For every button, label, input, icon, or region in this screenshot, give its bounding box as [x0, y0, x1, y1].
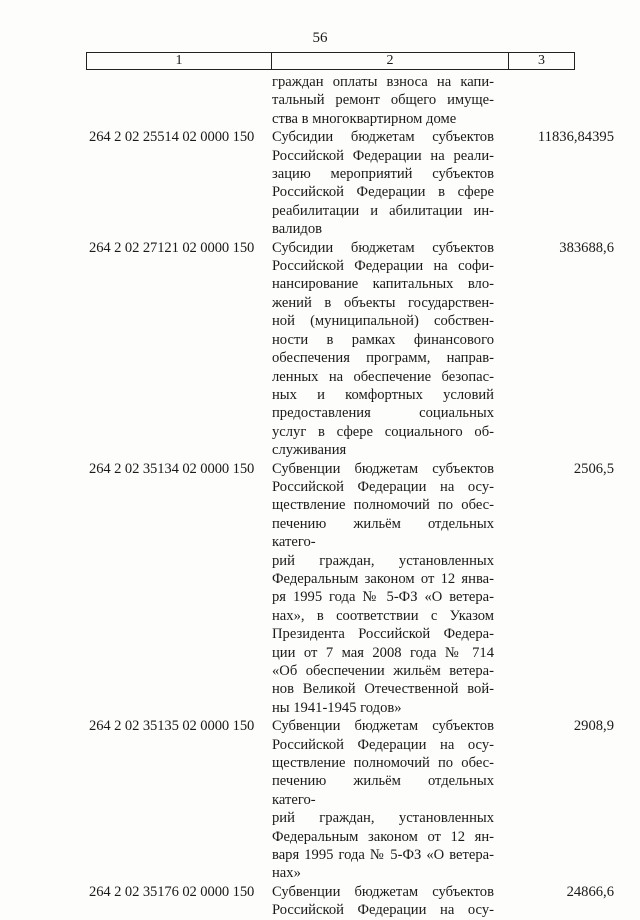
description-line: ции от 7 мая 2008 года № 714 [272, 644, 494, 661]
description-line: печению жильём отдельных катего- [272, 773, 494, 808]
description-line: граждан оплаты взноса на капи- [272, 74, 494, 90]
page-number: 56 [312, 30, 328, 46]
description-line: тальный ремонт общего имуще- [272, 92, 494, 109]
row-amount [494, 73, 614, 128]
table-row [0, 239, 640, 460]
description-line: служивания [272, 442, 347, 459]
row-amount: 24866,6 [566, 883, 614, 900]
description-line: ленных на обеспечение безопас- [272, 368, 494, 385]
description-line: Федеральным законом от 12 янва- [272, 570, 494, 587]
description-line: ря 1995 года № 5-ФЗ «О ветера- [272, 589, 494, 606]
description-line: ства в многоквартирном доме [272, 110, 457, 127]
description-line: Российской Федерации на осу- [272, 478, 494, 495]
description-line: ществление полномочий по обес- [272, 755, 494, 772]
header-col-3: 3 [538, 53, 545, 68]
description-line: рий граждан, установленных [272, 810, 494, 827]
row-amount: 383688,6 [559, 239, 614, 256]
row-description [272, 128, 494, 238]
description-line: Российской Федерации на осу- [272, 736, 494, 753]
row-amount: 11836,84395 [537, 129, 614, 146]
description-line: ществление полномочий по обес- [272, 497, 494, 514]
description-line: «Об обеспечении жильём ветера- [272, 663, 494, 679]
description-line: рий граждан, установленных [272, 552, 494, 569]
description-line: Субсидии бюджетам субъектов [272, 129, 494, 146]
description-line: Субвенции бюджетам субъектов [272, 718, 494, 735]
header-col-2: 2 [272, 53, 509, 69]
description-line: ны 1941-1945 годов» [272, 699, 402, 716]
description-line: жений в объекты государствен- [272, 294, 494, 311]
row-code: 264 2 02 35134 02 0000 150 [89, 460, 255, 477]
row-code: 264 2 02 35135 02 0000 150 [89, 718, 255, 735]
description-line: ных и комфортных условий [272, 386, 494, 403]
row-code: 264 2 02 35176 02 0000 150 [89, 883, 255, 900]
row-code [0, 73, 272, 128]
description-line: ности в рамках финансового [272, 331, 494, 348]
table-row [0, 73, 640, 128]
description-line: валидов [272, 221, 323, 238]
table-body [0, 73, 640, 920]
table-row [0, 883, 640, 920]
row-description [272, 883, 494, 920]
table-header [86, 52, 575, 70]
description-line: Субсидии бюджетам субъектов [272, 239, 494, 256]
description-line: нах», в соответствии с Указом [272, 607, 494, 624]
description-line: реабилитации и абилитации ин- [272, 202, 494, 219]
description-line: ной (муниципальной) собствен- [272, 313, 494, 330]
row-amount: 2908,9 [573, 718, 614, 735]
description-line: Субвенции бюджетам субъектов [272, 883, 494, 900]
table-row [0, 717, 640, 883]
description-line: Российской Федерации на реали- [272, 147, 494, 164]
row-description [272, 717, 494, 883]
description-line: нов Великой Отечественной вой- [272, 681, 494, 698]
description-line: Российской Федерации на софи- [272, 258, 494, 275]
description-line: Президента Российской Федера- [272, 626, 494, 643]
table-row [0, 460, 640, 718]
description-line: предоставления социальных [272, 405, 494, 422]
row-code: 264 2 02 27121 02 0000 150 [89, 239, 255, 256]
row-description [272, 73, 494, 128]
description-line: Российской Федерации на осу- [272, 902, 494, 919]
description-line: зацию мероприятий субъектов [272, 166, 494, 183]
description-line: услуг в сфере социального об- [272, 423, 494, 440]
description-line: Субвенции бюджетам субъектов [272, 460, 494, 477]
row-code: 264 2 02 25514 02 0000 150 [89, 129, 255, 146]
description-line: нах» [272, 865, 301, 882]
description-line: варя 1995 года № 5-ФЗ «О ветера- [272, 847, 494, 864]
description-line: обеспечения программ, направ- [272, 350, 494, 367]
row-amount: 2506,5 [573, 460, 614, 477]
description-line: печению жильём отдельных катего- [272, 515, 494, 551]
description-line: Федеральным законом от 12 ян- [272, 828, 494, 845]
row-description [272, 460, 494, 718]
row-description [272, 239, 494, 460]
description-line: Российской Федерации в сфере [272, 184, 494, 201]
header-col-1: 1 [87, 53, 272, 69]
table-row [0, 128, 640, 238]
description-line: нансирование капитальных вло- [272, 276, 494, 293]
